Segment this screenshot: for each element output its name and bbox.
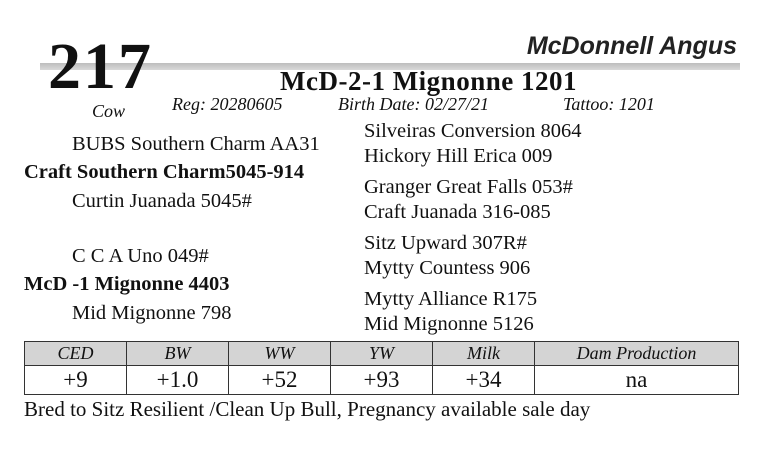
epd-header-ced: CED (25, 342, 127, 366)
seller-name: McDonnell Angus (526, 32, 737, 60)
animal-sex: Cow (92, 101, 126, 121)
epd-header-milk: Milk (433, 342, 535, 366)
epd-header-dam-production: Dam Production (535, 342, 739, 366)
sire-sire: BUBS Southern Charm AA31 (72, 133, 320, 155)
pedigree-right-entry: Sitz Upward 307R# (364, 232, 527, 254)
pedigree-right-entry: Mid Mignonne 5126 (364, 313, 534, 335)
epd-value-milk: +34 (433, 366, 535, 395)
epd-value-ww: +52 (229, 366, 331, 395)
epd-value-ced: +9 (25, 366, 127, 395)
pedigree-right-entry: Hickory Hill Erica 009 (364, 145, 553, 167)
breeding-note: Bred to Sitz Resilient /Clean Up Bull, Pregnancy available sale day (24, 397, 591, 421)
registration-number: Reg: 20280605 (172, 94, 283, 114)
epd-table (24, 341, 739, 395)
lot-number: 217 (48, 30, 153, 103)
birth-date: Birth Date: 02/27/21 (338, 94, 489, 114)
epd-header-yw: YW (331, 342, 433, 366)
pedigree-right-entry: Granger Great Falls 053# (364, 176, 573, 198)
epd-header-bw: BW (127, 342, 229, 366)
dam-sire: C C A Uno 049# (72, 245, 209, 267)
pedigree-right-entry: Mytty Countess 906 (364, 257, 531, 279)
sire-dam: Curtin Juanada 5045# (72, 190, 252, 212)
pedigree-right-entry: Mytty Alliance R175 (364, 288, 538, 310)
dam-dam: Mid Mignonne 798 (72, 302, 232, 324)
animal-name: McD-2-1 Mignonne 1201 (280, 66, 577, 96)
pedigree-right-entry: Silveiras Conversion 8064 (364, 120, 582, 142)
epd-header-ww: WW (229, 342, 331, 366)
pedigree-right-entry: Craft Juanada 316-085 (364, 201, 551, 223)
dam: McD -1 Mignonne 4403 (24, 273, 230, 295)
tattoo: Tattoo: 1201 (563, 94, 655, 114)
epd-value-row (25, 366, 739, 395)
epd-value-dam-production: na (535, 366, 739, 395)
epd-value-bw: +1.0 (127, 366, 229, 395)
epd-header-row (25, 342, 739, 366)
sire: Craft Southern Charm5045-914 (24, 161, 305, 183)
epd-value-yw: +93 (331, 366, 433, 395)
